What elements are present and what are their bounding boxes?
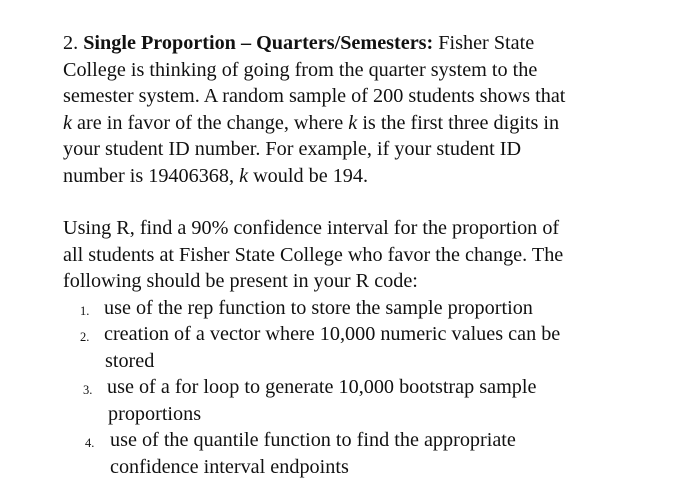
requirement-item (63, 295, 663, 322)
variable-k: k (63, 111, 72, 134)
requirement-text-continued: proportions (108, 402, 202, 425)
intro-line-4-mid: are in favor of the change, where (77, 111, 344, 134)
requirement-text-continued: confidence interval endpoints (110, 455, 349, 478)
problem-document (63, 30, 663, 480)
intro-line-4 (63, 110, 663, 137)
intro-line-5: your student ID number. For example, if your student ID (63, 138, 522, 160)
intro-line-6-start: number is 19406368, (63, 164, 235, 187)
requirement-text: use of the rep function to store the sample proportion (104, 296, 533, 319)
problem-intro-paragraph (63, 30, 663, 189)
intro-line-4-end: is the first three digits in (362, 111, 560, 134)
task-line-1: Using R, find a 90% confidence interval for the proportion of (63, 217, 560, 239)
problem-task-paragraph (63, 215, 663, 295)
intro-line-2: College is thinking of going from the quarter system to the (63, 58, 538, 81)
requirement-text: use of a for loop to generate 10,000 bootstrap sample (107, 376, 537, 398)
requirement-item (63, 321, 663, 374)
requirement-text: use of the quantile function to find the appropriate (110, 429, 516, 451)
requirement-item (63, 427, 663, 480)
task-line-3: following should be present in your R code: (63, 270, 418, 292)
intro-line-6 (63, 163, 663, 190)
variable-k: k (348, 111, 358, 134)
intro-line-6-end: would be 194. (253, 164, 369, 187)
task-line-2: all students at Fisher State College who favor the change. The (63, 243, 564, 266)
requirement-number: 1. (80, 303, 90, 318)
requirement-number: 3. (83, 383, 93, 397)
problem-number: 2. (63, 32, 79, 54)
problem-title: Single Proportion – Quarters/Semesters: (83, 32, 434, 54)
intro-line-1-text: Fisher State (438, 32, 535, 54)
requirement-number: 4. (85, 436, 95, 450)
variable-k: k (239, 164, 249, 187)
requirement-text: creation of a vector where 10,000 numeric values can be (104, 323, 561, 345)
intro-line-1 (63, 30, 663, 57)
requirement-number: 2. (80, 330, 90, 344)
requirement-item (63, 374, 663, 427)
requirements-list (63, 295, 663, 481)
intro-line-3: semester system. A random sample of 200 students shows that (63, 85, 566, 107)
requirement-text-continued: stored (105, 349, 155, 372)
